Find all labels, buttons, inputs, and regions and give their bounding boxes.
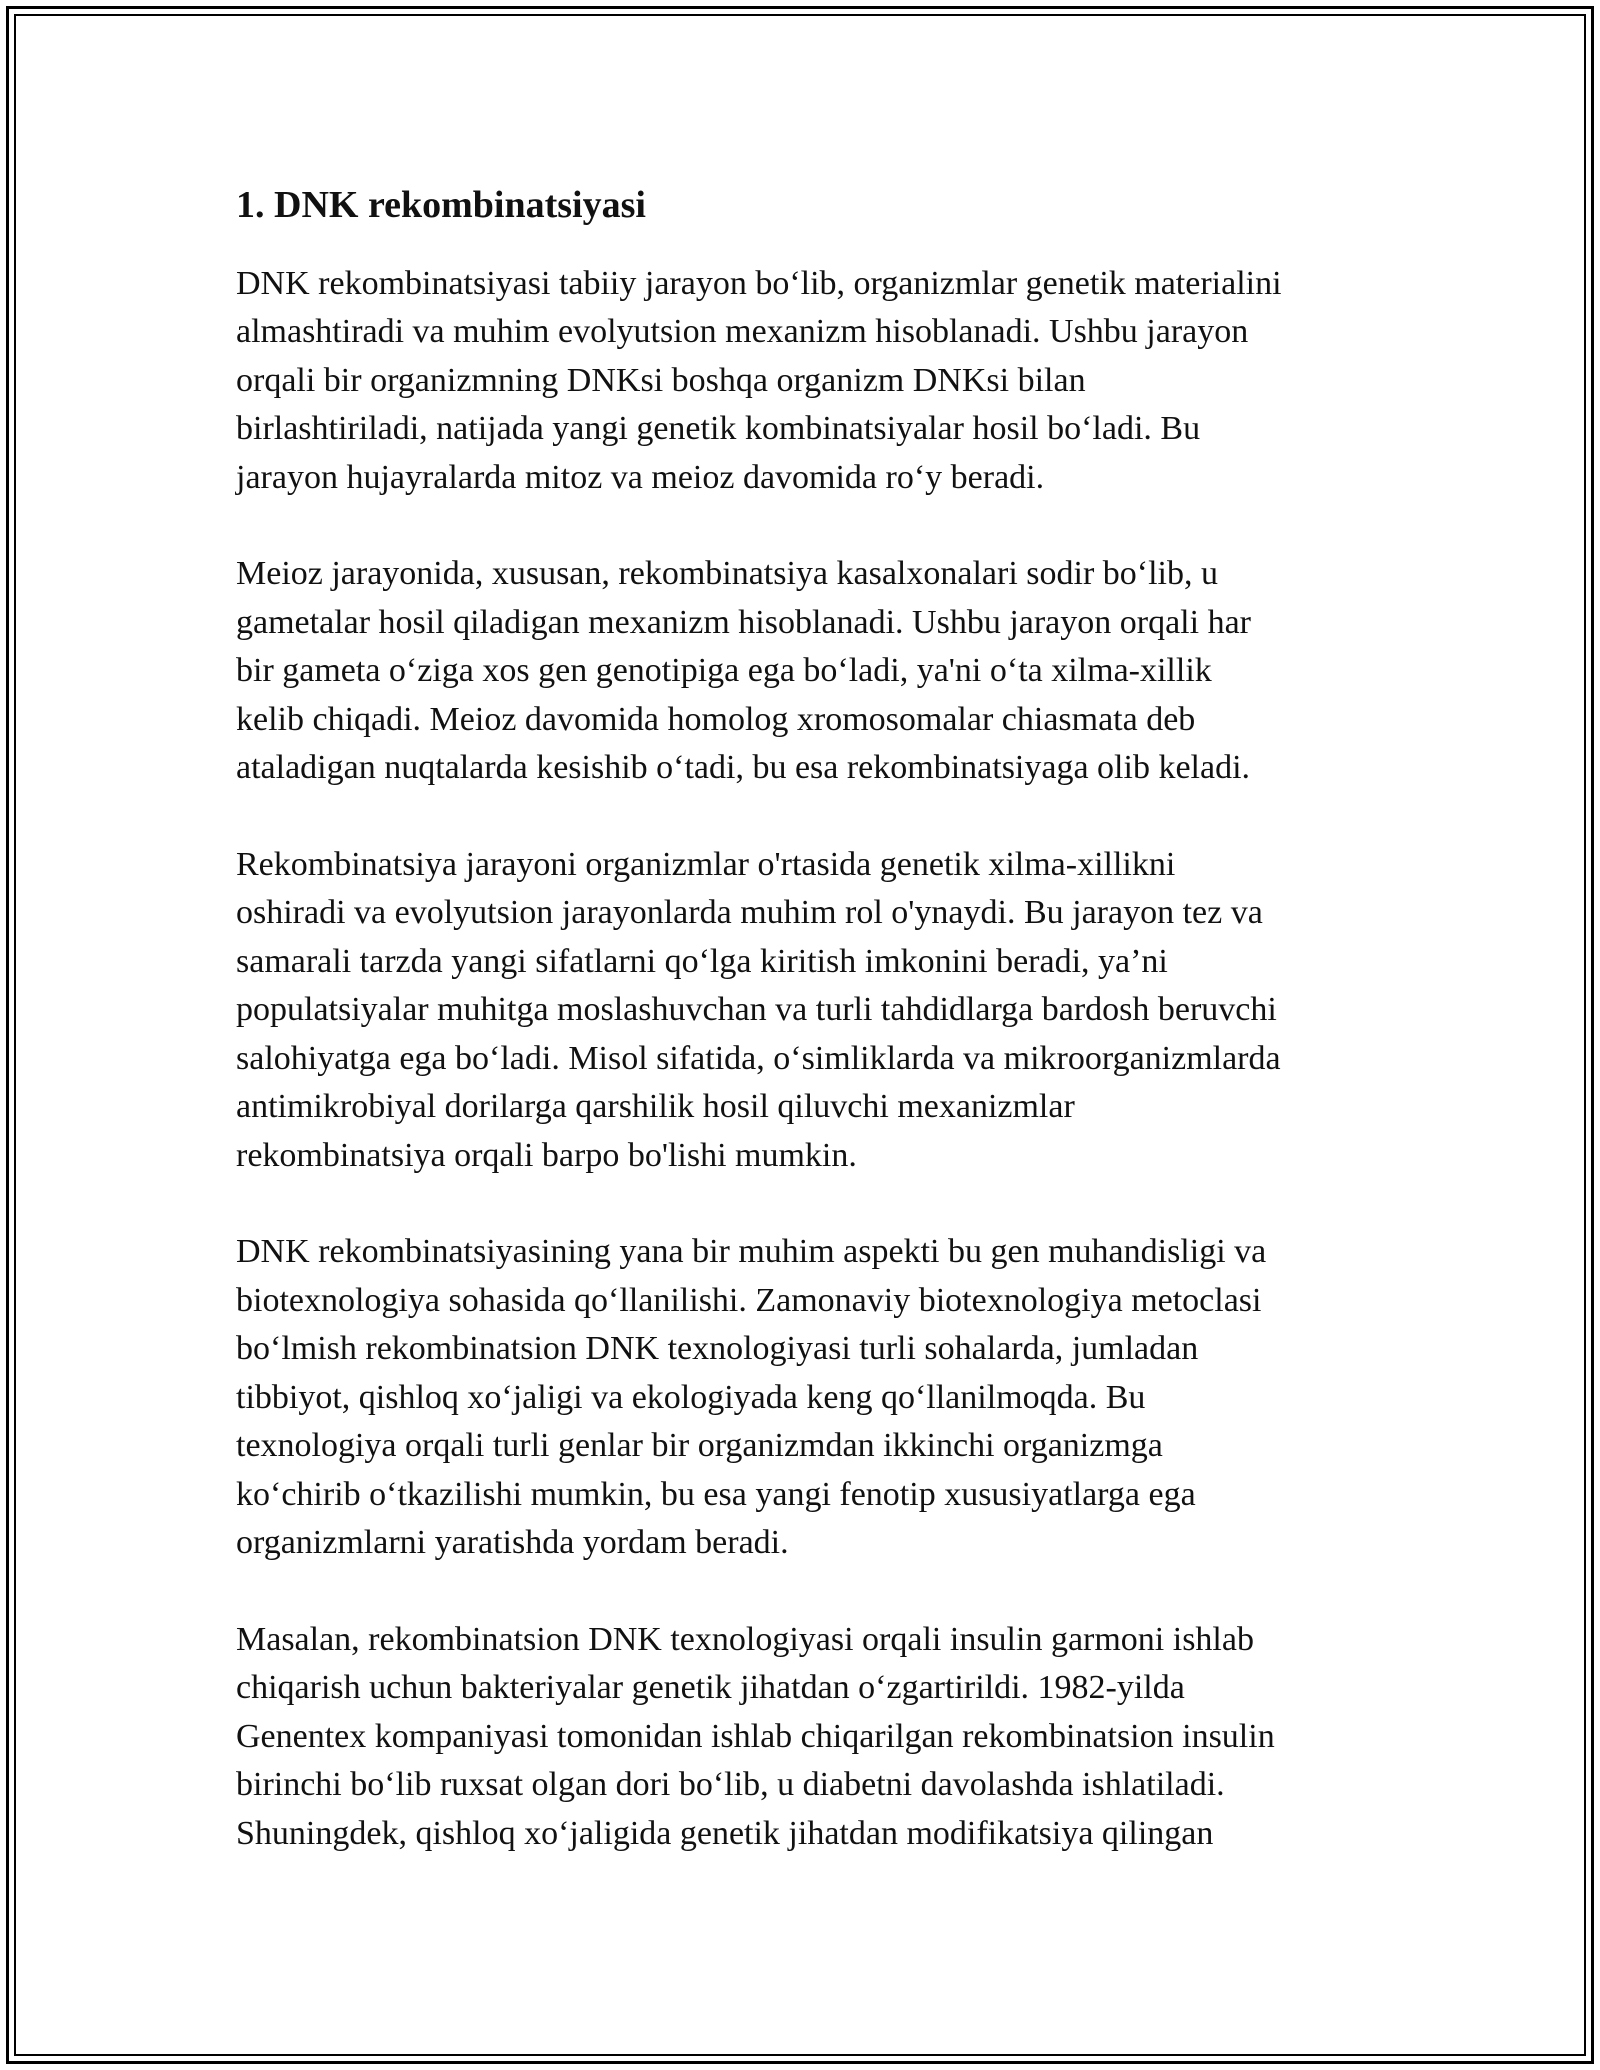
paragraph-1: DNK rekombinatsiyasi tabiiy jarayon bo‘lib, organizmlar genetik materialini almashtiradi va muhim evolyutsion mexanizm hisoblanadi. Ushbu jarayon orqali bir organizmning DNKsi boshqa organizm DNKsi bilan birlashtiriladi, natijada yangi genetik kombinatsiyalar hosil bo‘ladi. Bu jarayon hujayralarda mitoz va meioz davomida ro‘y beradi. xyxy=(236,264,1282,496)
paragraph-5: Masalan, rekombinatsion DNK texnologiyasi orqali insulin garmoni ishlab chiqarish uchun bakteriyalar genetik jihatdan o‘zgartirildi. 1982-yilda Genentex kompaniyasi tomonidan ishlab chiqarilgan rekombinatsion insulin birinchi bo‘lib ruxsat olgan dori bo‘lib, u diabetni davolashda ishlatiladi. Shuningdek, qishloq xo‘jaligida genetik jihatdan modifikatsiya qilingan xyxy=(236,1620,1275,1852)
section-heading: 1. DNK rekombinatsiyasi xyxy=(236,184,646,226)
paragraph-4: DNK rekombinatsiyasining yana bir muhim aspekti bu gen muhandisligi va biotexnologiya sohasida qo‘llanilishi. Zamonaviy biotexnologiya metoclasi bo‘lmish rekombinatsion DNK texnologiyasi turli sohalarda, jumladan tibbiyot, qishloq xo‘jaligi va ekologiyada keng qo‘llanilmoqda. Bu texnologiya orqali turli genlar bir organizmdan ikkinchi organizmga ko‘chirib o‘tkazilishi mumkin, bu esa yangi fenotip xususiyatlarga ega organizmlarni yaratishda yordam beradi. xyxy=(236,1233,1267,1561)
document-body xyxy=(236,182,1376,1906)
paragraph-3: Rekombinatsiya jarayoni organizmlar o'rtasida genetik xilma-xillikni oshiradi va evolyutsion jarayonlarda muhim rol o'ynaydi. Bu jarayon tez va samarali tarzda yangi sifatlarni qo‘lga kiritish imkonini beradi, ya’ni populatsiyalar muhitga moslashuvchan va turli tahdidlarga bardosh beruvchi salohiyatga ega bo‘ladi. Misol sifatida, o‘simliklarda va mikroorganizmlarda antimikrobiyal dorilarga qarshilik hosil qiluvchi mexanizmlar rekombinatsiya orqali barpo bo'lishi mumkin. xyxy=(236,845,1281,1174)
paragraph-2: Meioz jarayonida, xususan, rekombinatsiya kasalxonalari sodir bo‘lib, u gametalar hosil qiladigan mexanizm hisoblanadi. Ushbu jarayon orqali har bir gameta o‘ziga xos gen genotipiga ega bo‘ladi, ya'ni o‘ta xilma-xillik kelib chiqadi. Meioz davomida homolog xromosomalar chiasmata deb ataladigan nuqtalarda kesishib o‘tadi, bu esa rekombinatsiyaga olib keladi. xyxy=(236,555,1251,786)
